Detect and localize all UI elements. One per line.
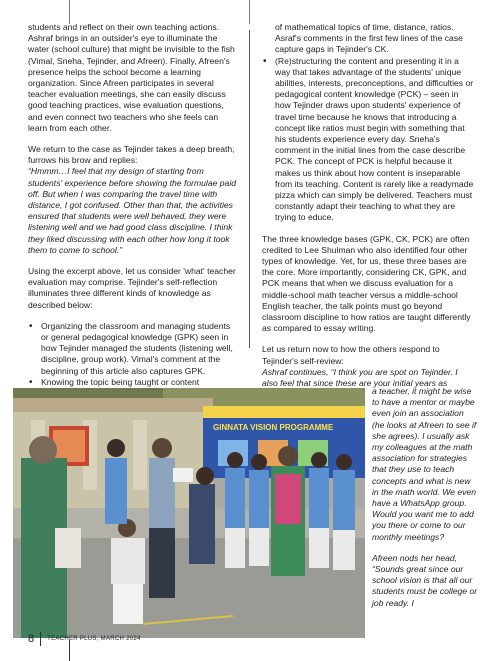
woman-head xyxy=(29,436,57,464)
paragraph: The three knowledge bases (GPK, CK, PCK) are often credited to Lee Shulman who also identified four other types of knowledge. Yet, for us, these three bases are the core. More importantly, considering CK, GPK, and PCK means that when we discuss evaluation for a middle-school math teacher versus a middle-school English teacher, the talk points must go beyond classroom discipline to how ratios are taught differently as compared to essay writing. xyxy=(262,233,471,334)
paragraph xyxy=(262,344,474,389)
student-head xyxy=(251,454,267,470)
bullet-continuation: of mathematical topics of time, distance, ratios. Asraf's comments in the first few lines of the case capture gaps in Tejinder's CK. xyxy=(275,22,463,55)
student-uniform xyxy=(249,470,269,528)
pillar xyxy=(133,420,147,490)
publication-name: TEACHER PLUS, MARCH 2024 xyxy=(47,636,141,642)
teacher-trousers xyxy=(149,528,175,598)
boy-head xyxy=(196,467,214,485)
school-courtyard-photo xyxy=(13,388,365,638)
paragraph: students and reflect on their own teaching actions. Ashraf brings in an outsider's eye to illuminate the water (school culture) that might be invisible to the fish (Vimal, Sneha, Tejinder, and Afreen). Finally, Afreen's presence helps the school become a learning organization. Since Afreen participates in several teacher evaluation meetings, she can easily discuss good teaching practices, wise evaluation questions, and even connect two teachers who she feels can learn from each other. xyxy=(28,22,235,133)
student-leggings xyxy=(333,530,355,570)
footer-divider xyxy=(40,632,41,646)
teacher-shirt xyxy=(149,458,175,528)
teacher-head xyxy=(278,446,298,466)
paragraph-intro: We return to the case as Tejinder takes a deep breath, furrows his brow and replies: xyxy=(28,144,235,166)
banner-stripe xyxy=(203,406,365,418)
student-uniform xyxy=(225,468,245,528)
paragraph-text: Let us return now to how the others respond to Tejinder's self-review: xyxy=(262,344,440,366)
student-uniform xyxy=(309,468,329,528)
boy-crouching xyxy=(189,484,215,564)
student-uniform xyxy=(105,458,127,524)
top-tick xyxy=(249,0,250,24)
student-head xyxy=(107,439,125,457)
student-head xyxy=(336,454,352,470)
list-item: • Organizing the classroom and managing students or general pedagogical knowledge (GPK) seen in how Tejinder managed the students (listening well, discipline, group work). Vimal's comment at the beginning of this article also captures GPK. xyxy=(41,321,238,377)
notice-board-art xyxy=(53,430,85,462)
student-leggings xyxy=(225,528,245,568)
paragraph: Using the excerpt above, let us consider 'what' teacher evaluation may comprise. Tejinder's self-reflection illuminates three different kinds of knowledge as described below: xyxy=(28,266,236,310)
page-number: 8 xyxy=(28,633,35,645)
paragraph xyxy=(28,144,238,256)
knowledge-list-continued xyxy=(262,56,474,224)
list-item: • Knowing the topic being taught or content xyxy=(41,377,238,399)
bag xyxy=(55,528,81,568)
banner-text: GINNATA VISION PROGRAMME xyxy=(213,423,334,432)
student-head xyxy=(227,452,243,468)
list-item: • (Re)structuring the content and presenting it in a way that takes advantage of the students' unique abilities, interests, preconceptions, and difficulties or pedagogical content knowledge (PCK) – seen in how Tejinder draws upon students' experience of travel time because he knows that introducing a concept like ratios must begin with something that his students experience every day. Sneha's comment in the initial lines from the case describe PCK. The concept of PCK is helpful because it makes us think about how content is inseparable from its teaching. Content is rarely like a readymade pizza which can simply be delivered. Teachers must constantly adapt their teaching to what they are trying to educe. xyxy=(275,56,474,224)
page-footer xyxy=(28,631,141,647)
afreen-reply: Afreen nods her head, “Sounds great since our school vision is that all our students must be college or job ready. I xyxy=(372,552,478,608)
photo-illustration xyxy=(13,388,365,638)
kneeling-man-legs xyxy=(113,584,143,624)
left-column xyxy=(28,22,238,399)
teacher-head xyxy=(152,438,172,458)
column-divider xyxy=(249,30,250,348)
ashraf-quote-start: Ashraf continues, “I think you are spot on Tejinder. I also feel that since these are your initial years as xyxy=(262,366,458,389)
student-leggings xyxy=(249,528,269,566)
kneeling-man xyxy=(111,538,145,584)
student-uniform xyxy=(333,470,355,530)
bottom-registration-tick xyxy=(69,640,70,661)
sari-pallu xyxy=(275,474,301,524)
top-registration-ticks xyxy=(0,0,500,24)
notebook xyxy=(173,468,193,482)
side-column xyxy=(372,386,478,619)
student-leggings xyxy=(309,528,329,568)
building-roof xyxy=(13,398,213,412)
right-column xyxy=(262,22,474,389)
ashraf-quote-continued: a teacher, it might be wise to have a mentor or maybe even join an association (he looks at Afreen to see if she agrees). I usually ask my colleagues at the math association for strategies that they use to teach concepts and what is new in the math world. We even have a WhatsApp group. Would you want me to add you there or come to our monthly meetings? xyxy=(372,386,477,542)
tejinder-quote: “Hmmm…I feel that my design of starting from students' experience before showing the formulae paid off. But when I was comparing the travel time with distance, I got confused. Other than that, the activities ensured that students were well behaved, they were listening well and we had good class discipline. I think they liked discussing with each other how long it took them to come to school.” xyxy=(28,166,237,255)
student-head xyxy=(311,452,327,468)
top-tick xyxy=(69,0,70,24)
